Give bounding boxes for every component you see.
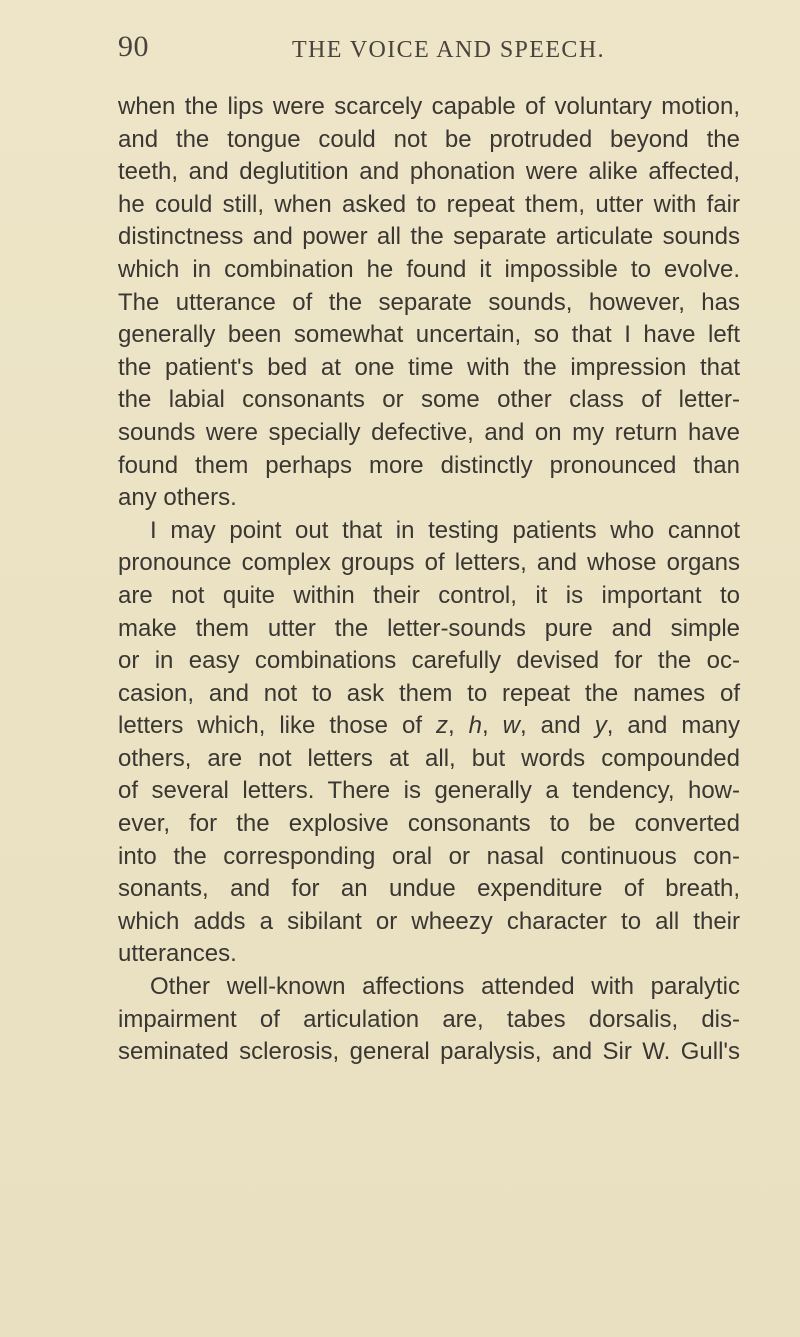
text-segment: , and many [606, 712, 741, 740]
running-title: THE VOICE AND SPEECH. [292, 37, 605, 63]
text-line: he could still, when asked to repeat them, utter with fair [118, 190, 740, 218]
text-line: others, are not letters at all, but words compounded [118, 744, 740, 772]
text-line: distinctness and power all the separate articulate sounds [118, 223, 740, 251]
text-line: into the corresponding oral or nasal continuous con- [118, 842, 740, 870]
paragraph [118, 515, 740, 971]
text-line: the labial consonants or some other class of letter- [118, 386, 740, 414]
text-line: Other well-known affections attended with paralytic [150, 973, 740, 1001]
text-line: impairment of articulation are, tabes dorsalis, dis- [118, 1005, 740, 1033]
italic-letter: z [436, 712, 448, 740]
text-line: pronounce complex groups of letters, and whose organs [118, 549, 740, 577]
text-line: any others. [118, 484, 237, 512]
paragraph [118, 971, 740, 1069]
text-line: are not quite within their control, it is important to [118, 581, 740, 609]
text-line: I may point out that in testing patients who cannot [150, 516, 740, 544]
italic-letter: y [594, 712, 607, 740]
italic-letter: h [468, 712, 483, 740]
text-line: which adds a sibilant or wheezy character to all their [118, 907, 740, 935]
text-line: when the lips were scarcely capable of voluntary motion, [118, 93, 740, 120]
text-line: sounds were specially defective, and on my return have [118, 418, 740, 446]
text-line: which in combination he found it impossible to evolve. [118, 255, 740, 283]
text-line: found them perhaps more distinctly pronounced than [118, 451, 740, 479]
paragraph [118, 91, 740, 515]
text-segment: letters which, like those of [118, 712, 436, 740]
text-line: the patient's bed at one time with the impression that [118, 353, 740, 381]
text-line: of several letters. There is generally a tendency, how- [118, 777, 740, 805]
text-line: generally been somewhat uncertain, so that I have left [118, 321, 740, 349]
text-line: or in easy combinations carefully devised for the oc- [118, 647, 740, 675]
text-line: and the tongue could not be protruded beyond the [118, 125, 740, 153]
text-line: teeth, and deglutition and phonation were alike affected, [118, 158, 740, 186]
text-line: casion, and not to ask them to repeat the names of [118, 679, 740, 707]
text-line: utterances. [118, 940, 237, 968]
text-line: make them utter the letter-sounds pure and simple [118, 614, 740, 642]
running-head [0, 30, 800, 70]
body-text [118, 91, 740, 1069]
text-line: The utterance of the separate sounds, however, has [118, 288, 740, 316]
text-line: seminated sclerosis, general paralysis, and Sir W. Gull's [118, 1038, 740, 1066]
text-line: ever, for the explosive consonants to be converted [118, 810, 740, 838]
text-line-with-italic-letters: letters which, like those of z, h, w, and y, and many [118, 712, 741, 740]
text-line: sonants, and for an undue expenditure of breath, [118, 875, 740, 903]
italic-letter: w [502, 712, 521, 740]
page-number: 90 [118, 30, 149, 63]
